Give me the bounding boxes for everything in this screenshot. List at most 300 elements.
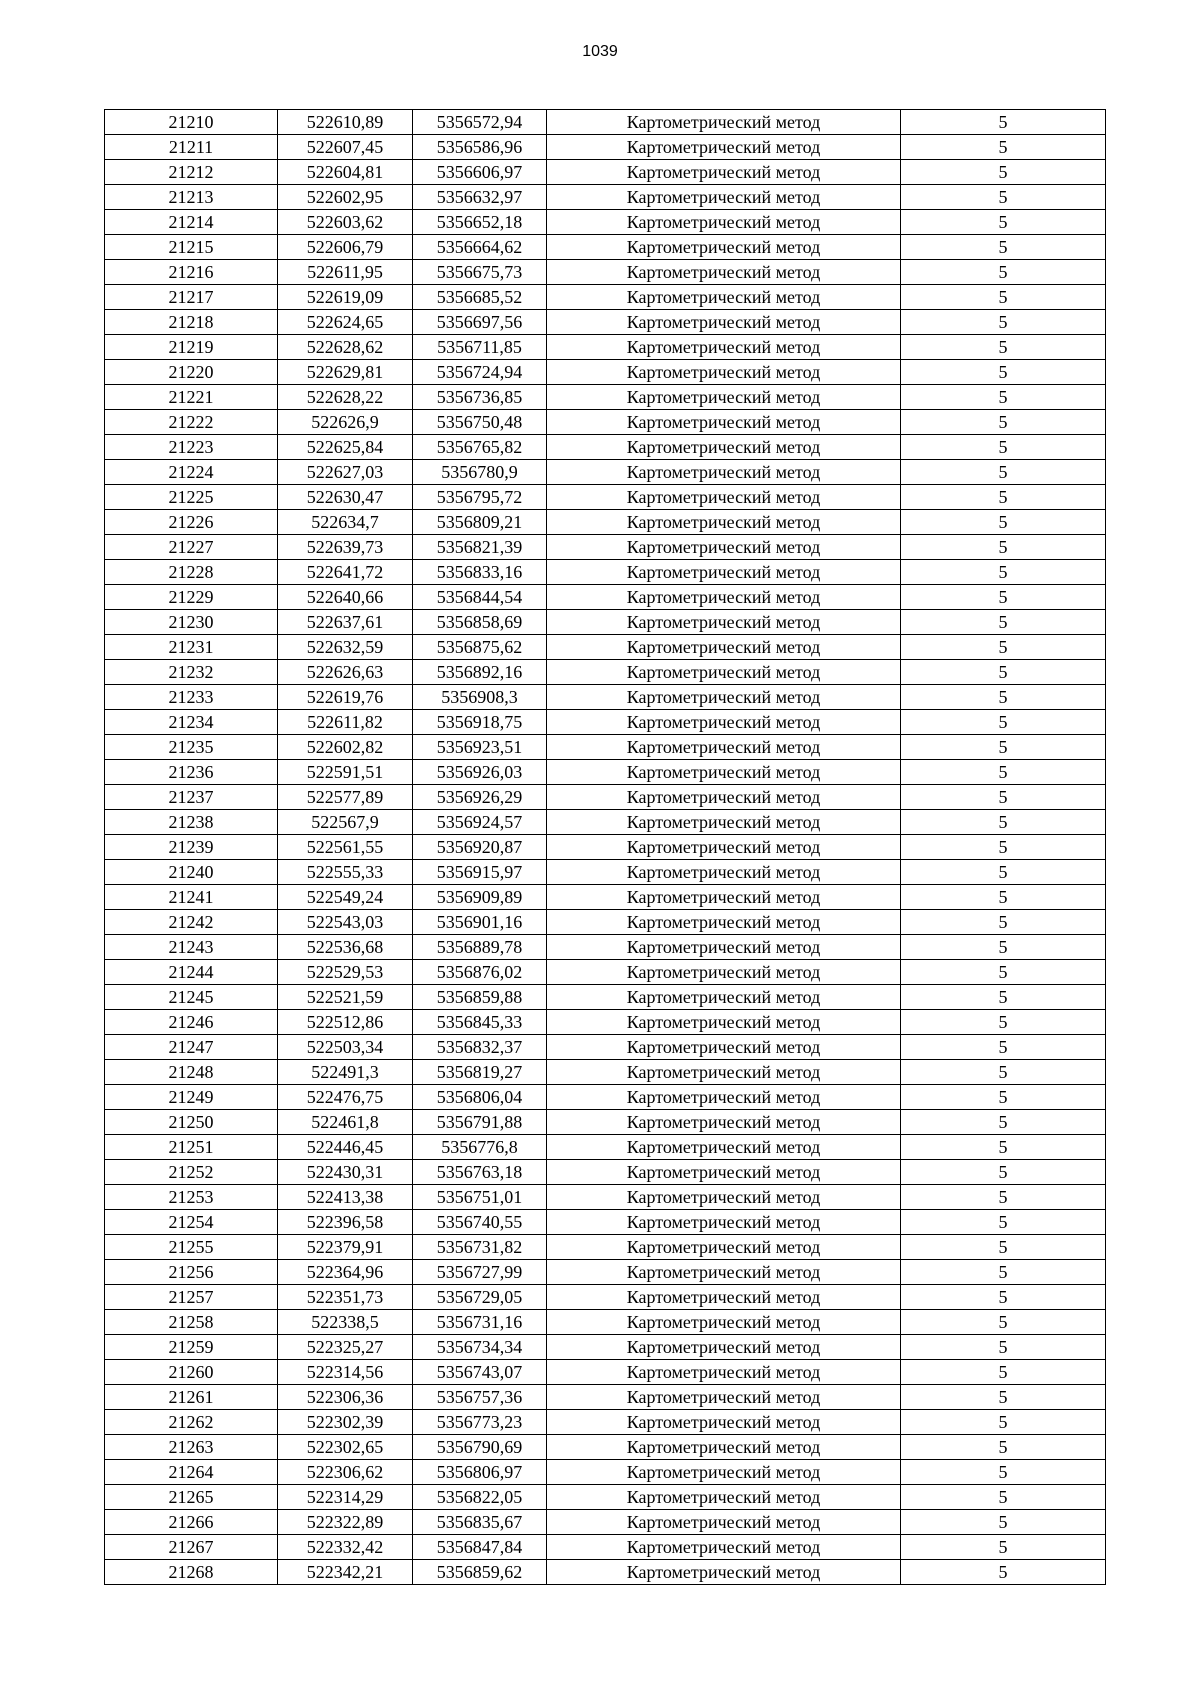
table-row xyxy=(105,1385,1106,1410)
x-coordinate-cell: 522476,75 xyxy=(278,1085,413,1110)
page-number: 1039 xyxy=(582,43,618,60)
accuracy-cell: 5 xyxy=(901,335,1106,360)
y-coordinate-cell: 5356889,78 xyxy=(413,935,547,960)
y-coordinate-cell: 5356920,87 xyxy=(413,835,547,860)
table-row xyxy=(105,1560,1106,1585)
method-cell: Картометрический метод xyxy=(547,360,901,385)
y-coordinate-cell: 5356586,96 xyxy=(413,135,547,160)
x-coordinate-cell: 522364,96 xyxy=(278,1260,413,1285)
x-coordinate-cell: 522630,47 xyxy=(278,485,413,510)
y-coordinate-cell: 5356806,97 xyxy=(413,1460,547,1485)
point-number-cell: 21219 xyxy=(105,335,278,360)
table-row xyxy=(105,1160,1106,1185)
method-cell: Картометрический метод xyxy=(547,935,901,960)
y-coordinate-cell: 5356844,54 xyxy=(413,585,547,610)
x-coordinate-cell: 522306,62 xyxy=(278,1460,413,1485)
accuracy-cell: 5 xyxy=(901,910,1106,935)
accuracy-cell: 5 xyxy=(901,535,1106,560)
point-number-cell: 21248 xyxy=(105,1060,278,1085)
table-row xyxy=(105,710,1106,735)
accuracy-cell: 5 xyxy=(901,1335,1106,1360)
point-number-cell: 21249 xyxy=(105,1085,278,1110)
table-row xyxy=(105,485,1106,510)
point-number-cell: 21255 xyxy=(105,1235,278,1260)
x-coordinate-cell: 522396,58 xyxy=(278,1210,413,1235)
method-cell: Картометрический метод xyxy=(547,960,901,985)
point-number-cell: 21246 xyxy=(105,1010,278,1035)
y-coordinate-cell: 5356918,75 xyxy=(413,710,547,735)
accuracy-cell: 5 xyxy=(901,610,1106,635)
accuracy-cell: 5 xyxy=(901,135,1106,160)
y-coordinate-cell: 5356606,97 xyxy=(413,160,547,185)
accuracy-cell: 5 xyxy=(901,1135,1106,1160)
point-number-cell: 21210 xyxy=(105,110,278,135)
y-coordinate-cell: 5356790,69 xyxy=(413,1435,547,1460)
table-row xyxy=(105,410,1106,435)
x-coordinate-cell: 522602,82 xyxy=(278,735,413,760)
method-cell: Картометрический метод xyxy=(547,1560,901,1585)
x-coordinate-cell: 522607,45 xyxy=(278,135,413,160)
y-coordinate-cell: 5356909,89 xyxy=(413,885,547,910)
x-coordinate-cell: 522325,27 xyxy=(278,1335,413,1360)
x-coordinate-cell: 522626,63 xyxy=(278,660,413,685)
x-coordinate-cell: 522629,81 xyxy=(278,360,413,385)
table-row xyxy=(105,1310,1106,1335)
y-coordinate-cell: 5356795,72 xyxy=(413,485,547,510)
x-coordinate-cell: 522619,09 xyxy=(278,285,413,310)
point-number-cell: 21237 xyxy=(105,785,278,810)
accuracy-cell: 5 xyxy=(901,1085,1106,1110)
point-number-cell: 21213 xyxy=(105,185,278,210)
accuracy-cell: 5 xyxy=(901,760,1106,785)
y-coordinate-cell: 5356833,16 xyxy=(413,560,547,585)
accuracy-cell: 5 xyxy=(901,885,1106,910)
accuracy-cell: 5 xyxy=(901,185,1106,210)
accuracy-cell: 5 xyxy=(901,485,1106,510)
y-coordinate-cell: 5356806,04 xyxy=(413,1085,547,1110)
table-row xyxy=(105,660,1106,685)
x-coordinate-cell: 522591,51 xyxy=(278,760,413,785)
method-cell: Картометрический метод xyxy=(547,1085,901,1110)
y-coordinate-cell: 5356847,84 xyxy=(413,1535,547,1560)
method-cell: Картометрический метод xyxy=(547,810,901,835)
method-cell: Картометрический метод xyxy=(547,1535,901,1560)
accuracy-cell: 5 xyxy=(901,585,1106,610)
y-coordinate-cell: 5356776,8 xyxy=(413,1135,547,1160)
point-number-cell: 21217 xyxy=(105,285,278,310)
y-coordinate-cell: 5356731,82 xyxy=(413,1235,547,1260)
x-coordinate-cell: 522624,65 xyxy=(278,310,413,335)
y-coordinate-cell: 5356734,34 xyxy=(413,1335,547,1360)
method-cell: Картометрический метод xyxy=(547,460,901,485)
y-coordinate-cell: 5356765,82 xyxy=(413,435,547,460)
accuracy-cell: 5 xyxy=(901,1510,1106,1535)
accuracy-cell: 5 xyxy=(901,1560,1106,1585)
y-coordinate-cell: 5356729,05 xyxy=(413,1285,547,1310)
x-coordinate-cell: 522314,56 xyxy=(278,1360,413,1385)
y-coordinate-cell: 5356750,48 xyxy=(413,410,547,435)
y-coordinate-cell: 5356727,99 xyxy=(413,1260,547,1285)
x-coordinate-cell: 522577,89 xyxy=(278,785,413,810)
accuracy-cell: 5 xyxy=(901,935,1106,960)
point-number-cell: 21230 xyxy=(105,610,278,635)
y-coordinate-cell: 5356822,05 xyxy=(413,1485,547,1510)
y-coordinate-cell: 5356845,33 xyxy=(413,1010,547,1035)
method-cell: Картометрический метод xyxy=(547,1510,901,1535)
y-coordinate-cell: 5356780,9 xyxy=(413,460,547,485)
point-number-cell: 21226 xyxy=(105,510,278,535)
x-coordinate-cell: 522521,59 xyxy=(278,985,413,1010)
table-row xyxy=(105,1510,1106,1535)
point-number-cell: 21232 xyxy=(105,660,278,685)
accuracy-cell: 5 xyxy=(901,960,1106,985)
y-coordinate-cell: 5356908,3 xyxy=(413,685,547,710)
method-cell: Картометрический метод xyxy=(547,1460,901,1485)
point-number-cell: 21247 xyxy=(105,1035,278,1060)
y-coordinate-cell: 5356751,01 xyxy=(413,1185,547,1210)
table-row xyxy=(105,860,1106,885)
accuracy-cell: 5 xyxy=(901,1110,1106,1135)
method-cell: Картометрический метод xyxy=(547,610,901,635)
y-coordinate-cell: 5356924,57 xyxy=(413,810,547,835)
point-number-cell: 21240 xyxy=(105,860,278,885)
method-cell: Картометрический метод xyxy=(547,535,901,560)
table-row xyxy=(105,560,1106,585)
method-cell: Картометрический метод xyxy=(547,1285,901,1310)
y-coordinate-cell: 5356859,62 xyxy=(413,1560,547,1585)
accuracy-cell: 5 xyxy=(901,1310,1106,1335)
x-coordinate-cell: 522529,53 xyxy=(278,960,413,985)
y-coordinate-cell: 5356736,85 xyxy=(413,385,547,410)
point-number-cell: 21233 xyxy=(105,685,278,710)
y-coordinate-cell: 5356809,21 xyxy=(413,510,547,535)
method-cell: Картометрический метод xyxy=(547,1335,901,1360)
point-number-cell: 21253 xyxy=(105,1185,278,1210)
y-coordinate-cell: 5356901,16 xyxy=(413,910,547,935)
point-number-cell: 21218 xyxy=(105,310,278,335)
x-coordinate-cell: 522626,9 xyxy=(278,410,413,435)
point-number-cell: 21220 xyxy=(105,360,278,385)
table-row xyxy=(105,135,1106,160)
method-cell: Картометрический метод xyxy=(547,235,901,260)
x-coordinate-cell: 522338,5 xyxy=(278,1310,413,1335)
table-row xyxy=(105,910,1106,935)
accuracy-cell: 5 xyxy=(901,510,1106,535)
point-number-cell: 21214 xyxy=(105,210,278,235)
table-row xyxy=(105,1335,1106,1360)
table-row xyxy=(105,460,1106,485)
x-coordinate-cell: 522606,79 xyxy=(278,235,413,260)
x-coordinate-cell: 522632,59 xyxy=(278,635,413,660)
point-number-cell: 21245 xyxy=(105,985,278,1010)
x-coordinate-cell: 522503,34 xyxy=(278,1035,413,1060)
method-cell: Картометрический метод xyxy=(547,1110,901,1135)
accuracy-cell: 5 xyxy=(901,710,1106,735)
method-cell: Картометрический метод xyxy=(547,1410,901,1435)
method-cell: Картометрический метод xyxy=(547,1260,901,1285)
point-number-cell: 21244 xyxy=(105,960,278,985)
point-number-cell: 21259 xyxy=(105,1335,278,1360)
point-number-cell: 21228 xyxy=(105,560,278,585)
point-number-cell: 21252 xyxy=(105,1160,278,1185)
accuracy-cell: 5 xyxy=(901,1210,1106,1235)
x-coordinate-cell: 522639,73 xyxy=(278,535,413,560)
y-coordinate-cell: 5356858,69 xyxy=(413,610,547,635)
method-cell: Картометрический метод xyxy=(547,285,901,310)
coordinates-table-body xyxy=(105,110,1106,1585)
point-number-cell: 21241 xyxy=(105,885,278,910)
method-cell: Картометрический метод xyxy=(547,785,901,810)
table-row xyxy=(105,685,1106,710)
accuracy-cell: 5 xyxy=(901,385,1106,410)
point-number-cell: 21224 xyxy=(105,460,278,485)
method-cell: Картометрический метод xyxy=(547,1160,901,1185)
method-cell: Картометрический метод xyxy=(547,585,901,610)
table-row xyxy=(105,585,1106,610)
point-number-cell: 21231 xyxy=(105,635,278,660)
point-number-cell: 21238 xyxy=(105,810,278,835)
y-coordinate-cell: 5356819,27 xyxy=(413,1060,547,1085)
point-number-cell: 21222 xyxy=(105,410,278,435)
accuracy-cell: 5 xyxy=(901,310,1106,335)
y-coordinate-cell: 5356835,67 xyxy=(413,1510,547,1535)
x-coordinate-cell: 522634,7 xyxy=(278,510,413,535)
x-coordinate-cell: 522491,3 xyxy=(278,1060,413,1085)
table-row xyxy=(105,1085,1106,1110)
table-row xyxy=(105,160,1106,185)
x-coordinate-cell: 522413,38 xyxy=(278,1185,413,1210)
accuracy-cell: 5 xyxy=(901,735,1106,760)
x-coordinate-cell: 522461,8 xyxy=(278,1110,413,1135)
x-coordinate-cell: 522561,55 xyxy=(278,835,413,860)
y-coordinate-cell: 5356876,02 xyxy=(413,960,547,985)
y-coordinate-cell: 5356652,18 xyxy=(413,210,547,235)
accuracy-cell: 5 xyxy=(901,285,1106,310)
y-coordinate-cell: 5356664,62 xyxy=(413,235,547,260)
point-number-cell: 21242 xyxy=(105,910,278,935)
y-coordinate-cell: 5356926,29 xyxy=(413,785,547,810)
point-number-cell: 21268 xyxy=(105,1560,278,1585)
accuracy-cell: 5 xyxy=(901,560,1106,585)
y-coordinate-cell: 5356675,73 xyxy=(413,260,547,285)
accuracy-cell: 5 xyxy=(901,1035,1106,1060)
method-cell: Картометрический метод xyxy=(547,260,901,285)
table-row xyxy=(105,235,1106,260)
table-row xyxy=(105,210,1106,235)
method-cell: Картометрический метод xyxy=(547,1185,901,1210)
accuracy-cell: 5 xyxy=(901,810,1106,835)
method-cell: Картометрический метод xyxy=(547,1435,901,1460)
accuracy-cell: 5 xyxy=(901,1485,1106,1510)
y-coordinate-cell: 5356875,62 xyxy=(413,635,547,660)
method-cell: Картометрический метод xyxy=(547,335,901,360)
table-row xyxy=(105,1060,1106,1085)
accuracy-cell: 5 xyxy=(901,1285,1106,1310)
x-coordinate-cell: 522332,42 xyxy=(278,1535,413,1560)
x-coordinate-cell: 522430,31 xyxy=(278,1160,413,1185)
accuracy-cell: 5 xyxy=(901,1160,1106,1185)
table-row xyxy=(105,535,1106,560)
y-coordinate-cell: 5356731,16 xyxy=(413,1310,547,1335)
method-cell: Картометрический метод xyxy=(547,660,901,685)
y-coordinate-cell: 5356740,55 xyxy=(413,1210,547,1235)
y-coordinate-cell: 5356791,88 xyxy=(413,1110,547,1135)
y-coordinate-cell: 5356923,51 xyxy=(413,735,547,760)
y-coordinate-cell: 5356859,88 xyxy=(413,985,547,1010)
table-row xyxy=(105,435,1106,460)
method-cell: Картометрический метод xyxy=(547,1060,901,1085)
method-cell: Картометрический метод xyxy=(547,485,901,510)
method-cell: Картометрический метод xyxy=(547,210,901,235)
x-coordinate-cell: 522640,66 xyxy=(278,585,413,610)
accuracy-cell: 5 xyxy=(901,1435,1106,1460)
table-row xyxy=(105,985,1106,1010)
x-coordinate-cell: 522342,21 xyxy=(278,1560,413,1585)
x-coordinate-cell: 522619,76 xyxy=(278,685,413,710)
method-cell: Картометрический метод xyxy=(547,310,901,335)
accuracy-cell: 5 xyxy=(901,160,1106,185)
table-row xyxy=(105,1460,1106,1485)
point-number-cell: 21236 xyxy=(105,760,278,785)
method-cell: Картометрический метод xyxy=(547,110,901,135)
accuracy-cell: 5 xyxy=(901,1235,1106,1260)
table-row xyxy=(105,1210,1106,1235)
accuracy-cell: 5 xyxy=(901,1360,1106,1385)
point-number-cell: 21227 xyxy=(105,535,278,560)
point-number-cell: 21215 xyxy=(105,235,278,260)
point-number-cell: 21263 xyxy=(105,1435,278,1460)
table-row xyxy=(105,1110,1106,1135)
table-row xyxy=(105,1285,1106,1310)
accuracy-cell: 5 xyxy=(901,435,1106,460)
table-row xyxy=(105,1535,1106,1560)
y-coordinate-cell: 5356773,23 xyxy=(413,1410,547,1435)
point-number-cell: 21234 xyxy=(105,710,278,735)
x-coordinate-cell: 522314,29 xyxy=(278,1485,413,1510)
y-coordinate-cell: 5356711,85 xyxy=(413,335,547,360)
accuracy-cell: 5 xyxy=(901,1385,1106,1410)
table-row xyxy=(105,335,1106,360)
table-row xyxy=(105,1010,1106,1035)
method-cell: Картометрический метод xyxy=(547,635,901,660)
table-row xyxy=(105,610,1106,635)
x-coordinate-cell: 522641,72 xyxy=(278,560,413,585)
method-cell: Картометрический метод xyxy=(547,710,901,735)
y-coordinate-cell: 5356821,39 xyxy=(413,535,547,560)
method-cell: Картометрический метод xyxy=(547,1010,901,1035)
table-row xyxy=(105,835,1106,860)
point-number-cell: 21239 xyxy=(105,835,278,860)
accuracy-cell: 5 xyxy=(901,685,1106,710)
accuracy-cell: 5 xyxy=(901,635,1106,660)
table-row xyxy=(105,260,1106,285)
accuracy-cell: 5 xyxy=(901,985,1106,1010)
point-number-cell: 21211 xyxy=(105,135,278,160)
method-cell: Картометрический метод xyxy=(547,185,901,210)
table-row xyxy=(105,510,1106,535)
table-row xyxy=(105,810,1106,835)
table-row xyxy=(105,1260,1106,1285)
y-coordinate-cell: 5356697,56 xyxy=(413,310,547,335)
y-coordinate-cell: 5356743,07 xyxy=(413,1360,547,1385)
method-cell: Картометрический метод xyxy=(547,685,901,710)
method-cell: Картометрический метод xyxy=(547,735,901,760)
method-cell: Картометрический метод xyxy=(547,1385,901,1410)
accuracy-cell: 5 xyxy=(901,660,1106,685)
table-row xyxy=(105,960,1106,985)
x-coordinate-cell: 522628,62 xyxy=(278,335,413,360)
accuracy-cell: 5 xyxy=(901,210,1106,235)
table-row xyxy=(105,360,1106,385)
table-row xyxy=(105,735,1106,760)
point-number-cell: 21229 xyxy=(105,585,278,610)
method-cell: Картометрический метод xyxy=(547,1360,901,1385)
x-coordinate-cell: 522379,91 xyxy=(278,1235,413,1260)
y-coordinate-cell: 5356632,97 xyxy=(413,185,547,210)
point-number-cell: 21256 xyxy=(105,1260,278,1285)
accuracy-cell: 5 xyxy=(901,1410,1106,1435)
table-row xyxy=(105,1485,1106,1510)
x-coordinate-cell: 522567,9 xyxy=(278,810,413,835)
y-coordinate-cell: 5356832,37 xyxy=(413,1035,547,1060)
point-number-cell: 21264 xyxy=(105,1460,278,1485)
x-coordinate-cell: 522555,33 xyxy=(278,860,413,885)
method-cell: Картометрический метод xyxy=(547,1035,901,1060)
y-coordinate-cell: 5356763,18 xyxy=(413,1160,547,1185)
y-coordinate-cell: 5356915,97 xyxy=(413,860,547,885)
table-row xyxy=(105,935,1106,960)
table-row xyxy=(105,635,1106,660)
accuracy-cell: 5 xyxy=(901,460,1106,485)
x-coordinate-cell: 522625,84 xyxy=(278,435,413,460)
x-coordinate-cell: 522604,81 xyxy=(278,160,413,185)
method-cell: Картометрический метод xyxy=(547,435,901,460)
accuracy-cell: 5 xyxy=(901,1010,1106,1035)
accuracy-cell: 5 xyxy=(901,410,1106,435)
y-coordinate-cell: 5356892,16 xyxy=(413,660,547,685)
point-number-cell: 21216 xyxy=(105,260,278,285)
accuracy-cell: 5 xyxy=(901,1260,1106,1285)
method-cell: Картометрический метод xyxy=(547,860,901,885)
coordinates-table xyxy=(104,109,1106,1585)
y-coordinate-cell: 5356685,52 xyxy=(413,285,547,310)
accuracy-cell: 5 xyxy=(901,785,1106,810)
method-cell: Картометрический метод xyxy=(547,1135,901,1160)
point-number-cell: 21254 xyxy=(105,1210,278,1235)
point-number-cell: 21221 xyxy=(105,385,278,410)
y-coordinate-cell: 5356757,36 xyxy=(413,1385,547,1410)
accuracy-cell: 5 xyxy=(901,1060,1106,1085)
method-cell: Картометрический метод xyxy=(547,1210,901,1235)
table-row xyxy=(105,285,1106,310)
y-coordinate-cell: 5356572,94 xyxy=(413,110,547,135)
x-coordinate-cell: 522602,95 xyxy=(278,185,413,210)
method-cell: Картометрический метод xyxy=(547,510,901,535)
point-number-cell: 21266 xyxy=(105,1510,278,1535)
table-row xyxy=(105,1135,1106,1160)
table-row xyxy=(105,1435,1106,1460)
table-row xyxy=(105,885,1106,910)
method-cell: Картометрический метод xyxy=(547,135,901,160)
x-coordinate-cell: 522302,65 xyxy=(278,1435,413,1460)
method-cell: Картометрический метод xyxy=(547,985,901,1010)
table-row xyxy=(105,1035,1106,1060)
point-number-cell: 21243 xyxy=(105,935,278,960)
table-row xyxy=(105,785,1106,810)
point-number-cell: 21251 xyxy=(105,1135,278,1160)
x-coordinate-cell: 522306,36 xyxy=(278,1385,413,1410)
y-coordinate-cell: 5356926,03 xyxy=(413,760,547,785)
